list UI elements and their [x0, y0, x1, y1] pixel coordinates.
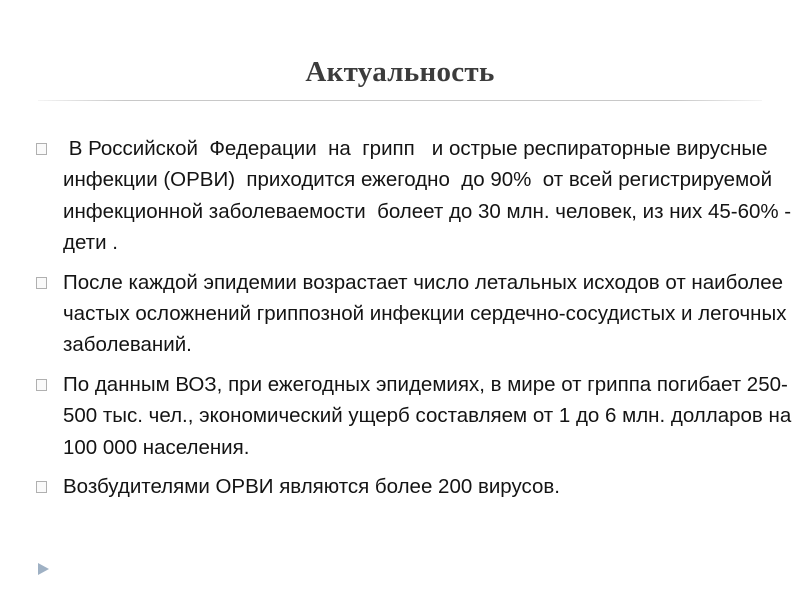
square-bullet-icon [36, 379, 47, 391]
bullet-item-4 [36, 471, 796, 502]
triangle-arrow-icon [38, 563, 49, 575]
title-divider [38, 100, 762, 101]
square-bullet-icon [36, 143, 47, 155]
bullet-text: В Российской Федерации на грипп и острые респираторные вирусные инфекции (ОРВИ) приходится ежегодно до 90% от всей регистрируемой инфекционной заболеваемости болеет до 30 млн. человек, из них 45-60% - дети . [63, 137, 797, 255]
bullet-text: После каждой эпидемии возрастает число летальных исходов от наиболее частых осложнений гриппозной инфекции сердечно-сосудистых и легочных заболеваний. [63, 270, 787, 357]
bullet-item-2 [36, 267, 796, 361]
slide-title: Актуальность [305, 56, 495, 88]
square-bullet-icon [36, 277, 47, 289]
bullet-item-1 [36, 133, 796, 259]
bullet-list [36, 133, 796, 510]
square-bullet-icon [36, 481, 47, 493]
bullet-text: По данным ВОЗ, при ежегодных эпидемиях, в мире от гриппа погибает 250-500 тыс. чел., экономический ущерб составляем от 1 до 6 млн. долларов на 100 000 населения. [63, 372, 792, 459]
bullet-item-3 [36, 369, 796, 463]
bullet-text: Возбудителями ОРВИ являются более 200 вирусов. [63, 475, 560, 499]
